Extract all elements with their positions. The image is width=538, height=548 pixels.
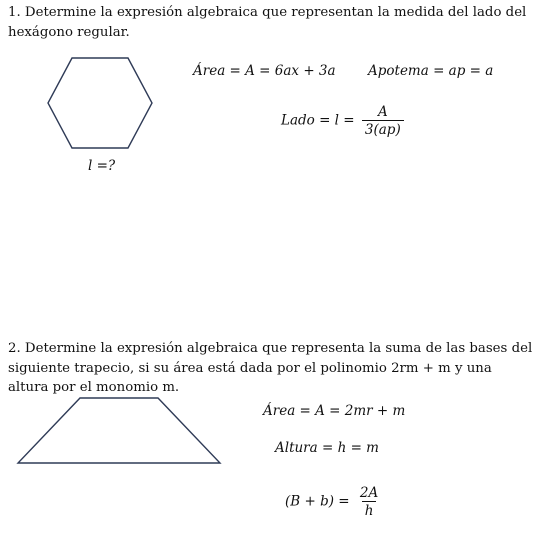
bases-fraction-numerator: 2A bbox=[359, 485, 379, 501]
side-fraction-denominator: 3(ap) bbox=[362, 120, 404, 138]
hexagon-area-formula: Área = A = 6ax + 3a bbox=[193, 63, 336, 79]
bases-formula-lhs: (B + b) = bbox=[285, 493, 350, 510]
side-formula-lhs: Lado = l = bbox=[281, 112, 355, 129]
hexagon-apothem-formula: Apotema = ap = a bbox=[368, 63, 494, 79]
problem-1-statement: 1. Determine la expresión algebraica que representan la medida del lado del hexágono regular. bbox=[8, 5, 527, 40]
side-fraction-numerator: A bbox=[377, 104, 388, 120]
hexagon-side-formula bbox=[281, 104, 404, 138]
bases-fraction-denominator: h bbox=[362, 501, 377, 519]
hexagon-side-label: l =? bbox=[88, 158, 116, 174]
side-fraction bbox=[362, 104, 404, 138]
trapezoid-bases-formula bbox=[285, 485, 381, 519]
regular-hexagon bbox=[44, 56, 156, 150]
problem-2-statement: 2. Determine la expresión algebraica que representa la suma de las bases del siguiente trapecio, si su área está dada por el polinomio 2rm + m y una altura por el monomio m. bbox=[8, 341, 533, 395]
bases-fraction bbox=[357, 485, 381, 519]
trapezoid bbox=[14, 396, 224, 466]
trapezoid-height-formula: Altura = h = m bbox=[275, 440, 379, 456]
trapezoid-area-formula: Área = A = 2mr + m bbox=[263, 403, 406, 419]
